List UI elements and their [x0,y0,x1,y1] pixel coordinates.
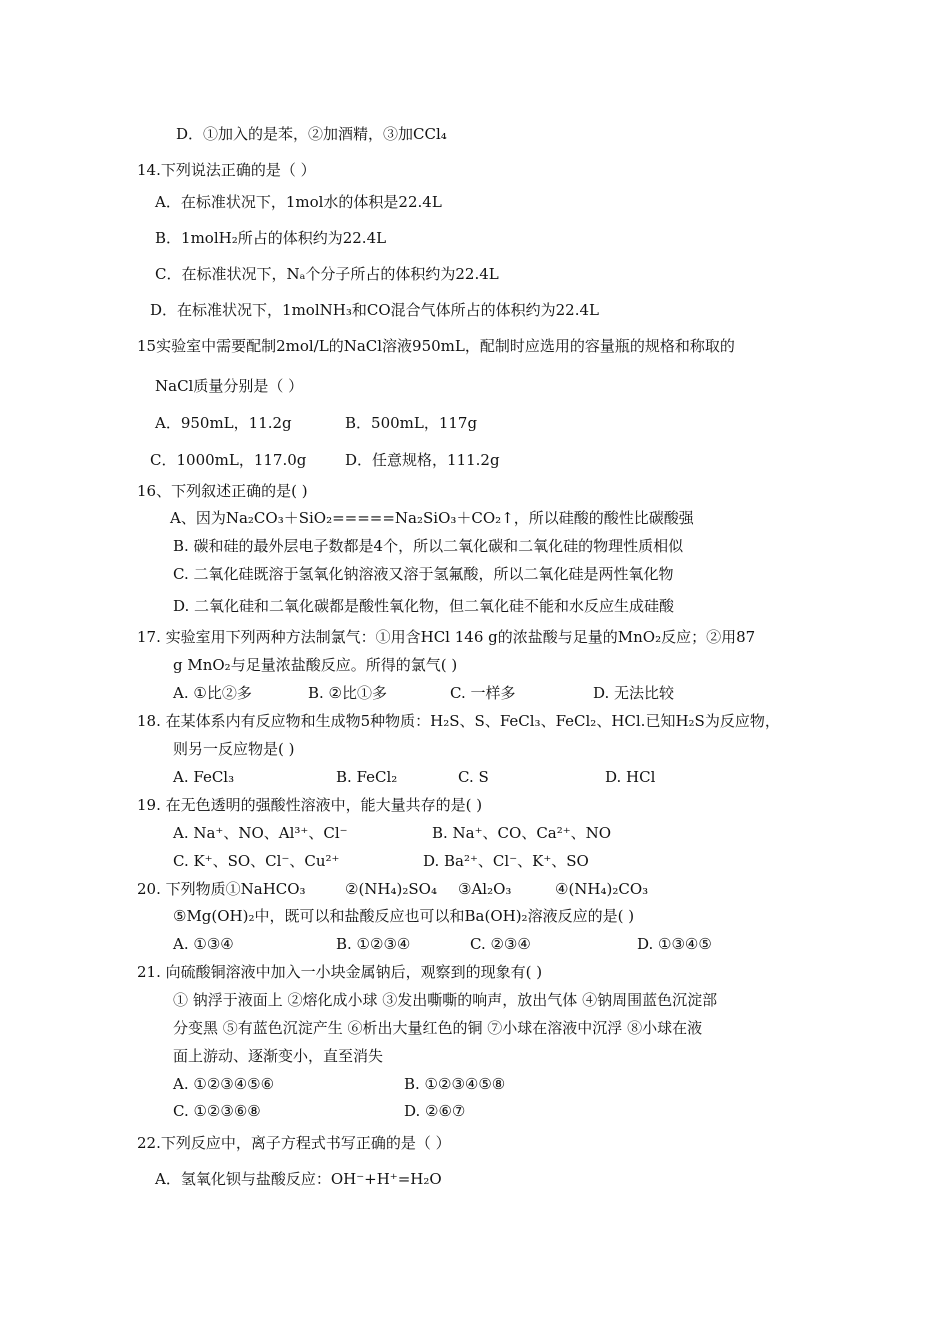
q16-option-d: D. 二氧化硅和二氧化碳都是酸性氧化物，但二氧化硅不能和水反应生成硅酸 [173,597,675,615]
q21-stem: 21. 向硫酸铜溶液中加入一小块金属钠后，观察到的现象有( ) [137,963,543,981]
q19-stem: 19. 在无色透明的强酸性溶液中，能大量共存的是( ) [137,796,483,814]
q14-stem: 14.下列说法正确的是（ ） [137,161,316,179]
q17-option-c: C. 一样多 [450,684,516,702]
q20-stem-3: ③Al₂O₃ [458,880,512,898]
q21-option-a: A. ①②③④⑤⑥ [173,1075,275,1093]
q14-option-b: B．1molH₂所占的体积约为22.4L [155,229,387,247]
q20-stem-1: 20. 下列物质①NaHCO₃ [137,880,306,898]
q20-option-d: D. ①③④⑤ [637,935,712,953]
q15-option-a: A．950mL，11.2g [155,414,292,432]
q15-stem: 15实验室中需要配制2mol/L的NaCl溶液950mL，配制时应选用的容量瓶的规格和称取的 [137,337,735,355]
q15-option-c: C．1000mL，117.0g [150,451,307,469]
q21-option-b: B. ①②③④⑤⑧ [404,1075,506,1093]
q19-option-b: B. Na⁺、CO、Ca²⁺、NO [432,824,612,842]
q20-option-a: A. ①③④ [173,935,234,953]
q19-option-d: D. Ba²⁺、Cl⁻、K⁺、SO [423,852,589,870]
q14-option-d: D．在标准状况下，1molNH₃和CO混合气体所占的体积约为22.4L [150,301,599,319]
q17-stem-cont: g MnO₂与足量浓盐酸反应。所得的氯气( ) [173,656,458,674]
q16-stem: 16、下列叙述正确的是( ) [137,482,308,500]
q19-option-a: A. Na⁺、NO、Al³⁺、Cl⁻ [173,824,348,842]
q14-option-a: A．在标准状况下，1mol水的体积是22.4L [155,193,442,211]
q18-option-c: C. S [458,768,489,786]
q16-option-c: C. 二氧化硅既溶于氢氧化钠溶液又溶于氢氟酸，所以二氧化硅是两性氧化物 [173,565,674,583]
q15-stem-cont: NaCl质量分别是（ ） [155,377,304,395]
q20-stem-cont: ⑤Mg(OH)₂中，既可以和盐酸反应也可以和Ba(OH)₂溶液反应的是( ) [173,907,635,925]
q17-option-a: A. ①比②多 [173,684,252,702]
q17-option-b: B. ②比①多 [308,684,388,702]
q21-option-c: C. ①②③⑥⑧ [173,1102,261,1120]
q15-option-d: D．任意规格，111.2g [345,451,500,469]
q18-option-d: D. HCl [605,768,656,786]
q16-option-b: B. 碳和硅的最外层电子数都是4个，所以二氧化碳和二氧化硅的物理性质相似 [173,537,684,555]
q18-option-b: B. FeCl₂ [336,768,398,786]
q18-stem-cont: 则另一反应物是( ) [173,740,295,758]
q21-stem-cont-2: 分变黑 ⑤有蓝色沉淀产生 ⑥析出大量红色的铜 ⑦小球在溶液中沉浮 ⑧小球在液 [173,1019,703,1037]
q19-option-c: C. K⁺、SO、Cl⁻、Cu²⁺ [173,852,340,870]
q21-option-d: D. ②⑥⑦ [404,1102,466,1120]
q21-stem-cont-1: ① 钠浮于液面上 ②熔化成小球 ③发出嘶嘶的响声，放出气体 ④钠周围蓝色沉淀部 [173,991,718,1009]
q20-option-b: B. ①②③④ [336,935,411,953]
q16-option-a: A、因为Na₂CO₃＋SiO₂=====Na₂SiO₃＋CO₂↑，所以硅酸的酸性比碳酸强 [170,509,694,527]
q14-option-c: C．在标准状况下，Nₐ个分子所占的体积约为22.4L [155,265,499,283]
q22-option-a: A．氢氧化钡与盐酸反应：OH⁻+H⁺=H₂O [155,1170,442,1188]
q20-stem-4: ④(NH₄)₂CO₃ [555,880,649,898]
q18-option-a: A. FeCl₃ [173,768,235,786]
q21-stem-cont-3: 面上游动、逐渐变小，直至消失 [173,1047,384,1065]
q20-option-c: C. ②③④ [470,935,531,953]
q17-stem: 17. 实验室用下列两种方法制氯气：①用含HCl 146 g的浓盐酸与足量的MnO₂反应；②用87 [137,628,756,646]
q17-option-d: D. 无法比较 [593,684,675,702]
q22-stem: 22.下列反应中，离子方程式书写正确的是（ ） [137,1134,451,1152]
q18-stem: 18. 在某体系内有反应物和生成物5种物质：H₂S、S、FeCl₃、FeCl₂、HCl.已知H₂S为反应物， [137,712,780,730]
q15-option-b: B．500mL，117g [345,414,478,432]
q20-stem-2: ②(NH₄)₂SO₄ [345,880,437,898]
q13-option-d: D．①加入的是苯，②加酒精，③加CCl₄ [176,125,447,143]
